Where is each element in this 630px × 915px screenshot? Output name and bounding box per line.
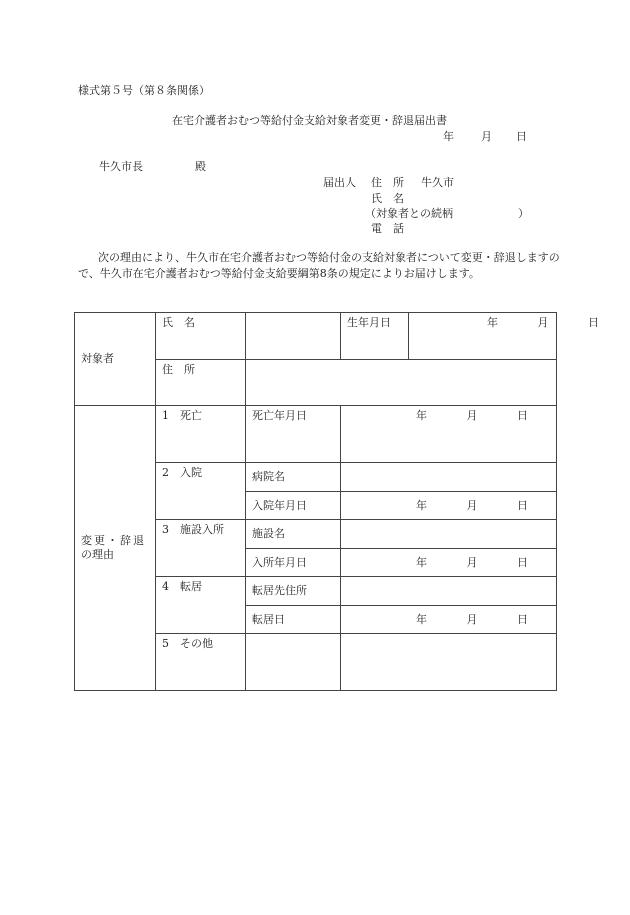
applicant-address-label: 住 所 (371, 176, 404, 189)
reason-other-field-a[interactable] (246, 634, 341, 691)
hospital-month-label: 月 (466, 498, 478, 512)
subject-address-label: 住 所 (156, 360, 246, 406)
reason-death: 1 死亡 (156, 406, 246, 463)
move-date-field[interactable] (341, 606, 557, 634)
notification-form-table (74, 312, 599, 691)
applicant-address-value: 牛久市 (421, 176, 454, 189)
move-date-label: 転居日 (246, 606, 341, 634)
applicant-relation-label: （対象者との続柄 (365, 207, 453, 220)
applicant-label: 届出人 (323, 176, 356, 189)
death-month-label: 月 (466, 409, 478, 422)
body-paragraph: 次の理由により、牛久市在宅介護者おむつ等給付金の支給対象者について変更・辞退しますので、牛久市在宅介護者おむつ等給付金支給要綱第8条の規定によりお届けします。 (78, 251, 560, 280)
move-address-label: 転居先住所 (246, 577, 341, 606)
applicant-phone-label: 電 話 (371, 222, 404, 235)
reason-label-line1: 変更・辞退 (81, 534, 146, 547)
birth-month-label: 月 (537, 316, 549, 329)
hospital-name-field[interactable] (341, 463, 557, 492)
applicant-relation-close: ） (518, 207, 529, 220)
reason-other: 5 その他 (156, 634, 246, 691)
reason-move: 4 転居 (156, 577, 246, 634)
death-date-label: 死亡年月日 (246, 406, 341, 463)
birth-year-label: 年 (487, 316, 498, 329)
facility-date-label: 入所年月日 (246, 549, 341, 577)
subject-name-label: 氏 名 (156, 313, 246, 360)
move-year-label: 年 (416, 612, 427, 626)
subject-label: 対象者 (75, 313, 156, 406)
facility-year-label: 年 (416, 555, 427, 569)
death-date-field[interactable] (341, 406, 557, 463)
facility-day-label: 日 (517, 555, 528, 569)
birth-date-field[interactable] (409, 313, 599, 360)
reason-label (75, 406, 156, 691)
date-month-label: 月 (481, 130, 492, 143)
applicant-name-label: 氏 名 (371, 192, 404, 205)
birth-date-label: 生年月日 (341, 313, 409, 360)
facility-name-field[interactable] (341, 520, 557, 549)
document-title: 在宅介護者おむつ等給付金支給対象者変更・辞退届出書 (172, 114, 447, 127)
facility-month-label: 月 (466, 555, 478, 569)
facility-name-label: 施設名 (246, 520, 341, 549)
reason-facility: 3 施設入所 (156, 520, 246, 577)
hospital-name-label: 病院名 (246, 463, 341, 492)
honorific: 殿 (195, 160, 206, 173)
hospital-day-label: 日 (517, 498, 528, 512)
reason-label-line2: の理由 (81, 548, 114, 561)
move-address-field[interactable] (341, 577, 557, 606)
move-month-label: 月 (466, 612, 478, 626)
date-year-label: 年 (443, 130, 454, 143)
subject-name-row (75, 313, 557, 360)
form-number: 様式第５号（第８条関係） (78, 84, 210, 97)
facility-date-field[interactable] (341, 549, 557, 577)
reason-death-row (75, 406, 557, 463)
subject-address-field[interactable] (246, 360, 557, 406)
hospital-year-label: 年 (416, 498, 427, 512)
hospital-date-label: 入院年月日 (246, 492, 341, 520)
move-day-label: 日 (517, 612, 528, 626)
reason-hospital: 2 入院 (156, 463, 246, 520)
addressee: 牛久市長 (99, 160, 143, 173)
death-day-label: 日 (517, 409, 528, 422)
hospital-date-field[interactable] (341, 492, 557, 520)
death-year-label: 年 (416, 409, 427, 422)
date-day-label: 日 (516, 130, 527, 143)
subject-name-field[interactable] (246, 313, 341, 360)
reason-other-field-b[interactable] (341, 634, 557, 691)
birth-day-label: 日 (588, 316, 599, 329)
